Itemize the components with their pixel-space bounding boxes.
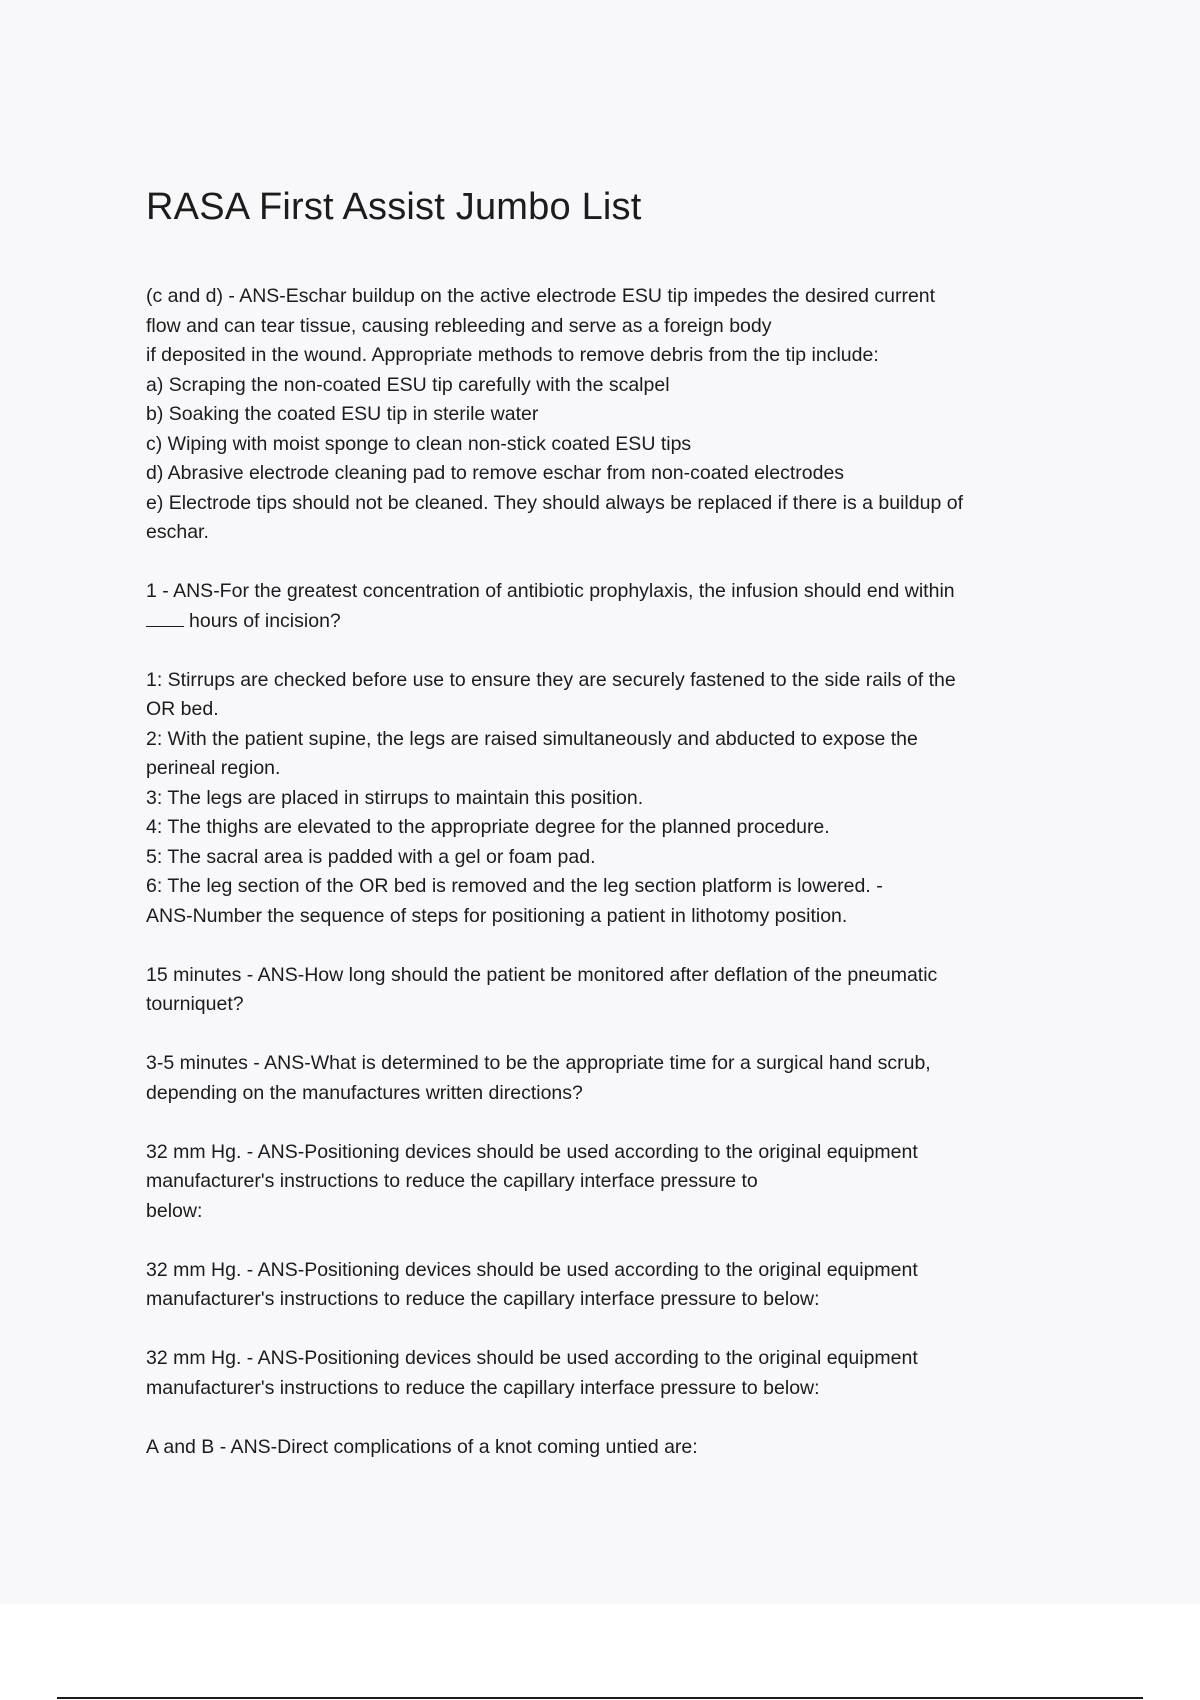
text-line: if deposited in the wound. Appropriate methods to remove debris from the tip include: bbox=[146, 344, 879, 366]
text-line: (c and d) - ANS-Eschar buildup on the active electrode ESU tip impedes the desired current bbox=[146, 285, 936, 307]
text-line: eschar. bbox=[146, 521, 209, 543]
text-line: 32 mm Hg. - ANS-Positioning devices should be used according to the original equipment bbox=[146, 1258, 918, 1281]
qa-block-hand-scrub bbox=[146, 1049, 1086, 1108]
text-line: 3: The legs are placed in stirrups to maintain this position. bbox=[146, 786, 644, 809]
text-line: flow and can tear tissue, causing rebleeding and serve as a foreign body bbox=[146, 314, 772, 337]
text-line: 1: Stirrups are checked before use to ensure they are securely fastened to the side rails of the bbox=[146, 668, 956, 691]
qa-block-lithotomy bbox=[146, 666, 1086, 932]
text-line: perineal region. bbox=[146, 757, 281, 779]
text-line: e) Electrode tips should not be cleaned. They should always be replaced if there is a buildup of bbox=[146, 491, 963, 514]
document-title: RASA First Assist Jumbo List bbox=[146, 186, 642, 228]
text-line-with-blank bbox=[146, 607, 1086, 637]
qa-block-pressure-2 bbox=[146, 1256, 1086, 1315]
qa-block-antibiotic bbox=[146, 577, 1086, 636]
qa-block-pressure-1 bbox=[146, 1138, 1086, 1227]
footer-divider bbox=[57, 1697, 1143, 1699]
text-line: tourniquet? bbox=[146, 993, 244, 1015]
text-line: 1 - ANS-For the greatest concentration of antibiotic prophylaxis, the infusion should end within bbox=[146, 580, 955, 602]
text-line: d) Abrasive electrode cleaning pad to remove eschar from non-coated electrodes bbox=[146, 462, 845, 484]
text-line: 2: With the patient supine, the legs are raised simultaneously and abducted to expose the bbox=[146, 727, 918, 750]
text-line: 32 mm Hg. - ANS-Positioning devices should be used according to the original equipment bbox=[146, 1347, 918, 1369]
fill-in-blank bbox=[146, 607, 184, 627]
text-line: below: bbox=[146, 1199, 203, 1222]
text-line: 3-5 minutes - ANS-What is determined to be the appropriate time for a surgical hand scrub, bbox=[146, 1052, 931, 1074]
text-line: c) Wiping with moist sponge to clean non-stick coated ESU tips bbox=[146, 432, 692, 455]
text-line: manufacturer's instructions to reduce the capillary interface pressure to below: bbox=[146, 1376, 820, 1399]
text-line: 5: The sacral area is padded with a gel or foam pad. bbox=[146, 845, 596, 868]
qa-block-eschar bbox=[146, 282, 1086, 548]
text-line: 15 minutes - ANS-How long should the patient be monitored after deflation of the pneumatic bbox=[146, 963, 938, 986]
text-line: 4: The thighs are elevated to the appropriate degree for the planned procedure. bbox=[146, 816, 830, 838]
document-body bbox=[146, 282, 1086, 1492]
text-line: ANS-Number the sequence of steps for positioning a patient in lithotomy position. bbox=[146, 904, 848, 927]
qa-block-tourniquet bbox=[146, 961, 1086, 1020]
qa-block-knot bbox=[146, 1433, 1086, 1463]
qa-block-pressure-3 bbox=[146, 1344, 1086, 1403]
text-line: a) Scraping the non-coated ESU tip carefully with the scalpel bbox=[146, 373, 670, 396]
text-line-remainder: hours of incision? bbox=[189, 609, 341, 632]
text-line: 6: The leg section of the OR bed is removed and the leg section platform is lowered. - bbox=[146, 875, 883, 897]
text-line: A and B - ANS-Direct complications of a knot coming untied are: bbox=[146, 1435, 698, 1458]
text-line: b) Soaking the coated ESU tip in sterile water bbox=[146, 403, 539, 425]
text-line: depending on the manufactures written directions? bbox=[146, 1081, 583, 1104]
text-line: 32 mm Hg. - ANS-Positioning devices should be used according to the original equipment bbox=[146, 1140, 918, 1163]
text-line: manufacturer's instructions to reduce the capillary interface pressure to bbox=[146, 1170, 758, 1192]
text-line: manufacturer's instructions to reduce the capillary interface pressure to below: bbox=[146, 1288, 820, 1310]
text-line: OR bed. bbox=[146, 698, 219, 720]
